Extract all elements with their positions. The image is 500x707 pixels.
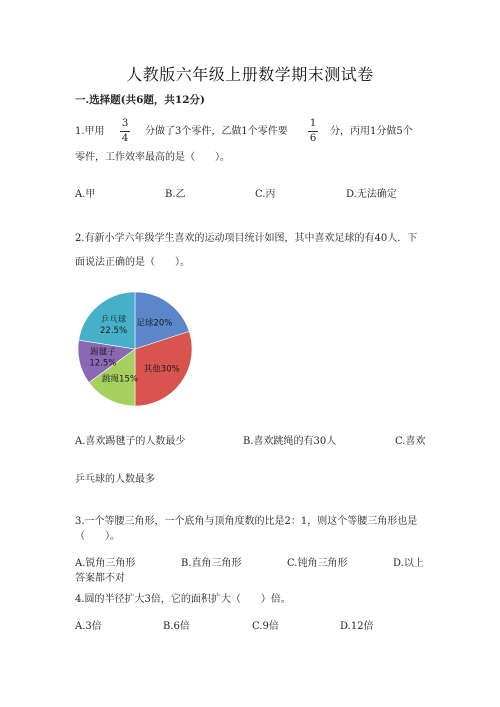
q1-text-line2: 零件，工作效率最高的是（ ）。: [75, 152, 230, 163]
q1-frac1-numerator: 3: [121, 118, 129, 129]
q1-frac1-denominator: 4: [121, 133, 129, 144]
q1-frac2-numerator: 1: [309, 118, 317, 129]
q3-option-b[interactable]: B.直角三角形: [181, 558, 242, 569]
pie-label-ping-pong-name: 乒乓球: [100, 314, 127, 325]
section-heading: 一.选择题(共6题，共12分): [75, 94, 206, 106]
q3-option-a[interactable]: A.锐角三角形: [75, 558, 136, 569]
q1-fraction-2: [306, 118, 320, 145]
q3-option-d-continued: 答案都不对: [75, 573, 125, 584]
q1-option-c[interactable]: C.丙: [255, 189, 276, 200]
q2-option-a[interactable]: A.喜欢踢毽子的人数最少: [75, 436, 186, 447]
q4-option-a[interactable]: A.3倍: [75, 621, 102, 632]
q4-text-line1: 4.圆的半径扩大3倍，它的面积扩大（ ）倍。: [75, 594, 291, 605]
pie-label-shuttlecock-value: 12.5%: [89, 358, 117, 369]
q1-text-b: 分做了3个零件，乙做1个零件要: [145, 126, 288, 137]
pie-label-football: 足球20%: [136, 318, 173, 329]
q2-text-line2: 面说法正确的是（ ）。: [75, 257, 190, 268]
pie-label-shuttlecock-name: 踢毽子: [90, 347, 116, 358]
q2-option-c[interactable]: C.喜欢: [395, 436, 426, 447]
q4-option-d[interactable]: D.12倍: [340, 621, 374, 632]
q3-option-d[interactable]: D.以上: [393, 558, 424, 569]
q1-frac2-denominator: 6: [309, 133, 317, 144]
page-title: 人教版六年级上册数学期末测试卷: [126, 65, 374, 84]
q1-option-a[interactable]: A.甲: [75, 189, 96, 200]
q1-fraction-1: [118, 118, 132, 145]
q2-option-c-continued: 乒乓球的人数最多: [75, 474, 155, 485]
pie-chart: [70, 285, 200, 415]
q2-option-b[interactable]: B.喜欢跳绳的有30人: [243, 436, 337, 447]
q3-text-line1: 3.一个等腰三角形，一个底角与顶角度数的比是2：1，则这个等腰三角形也是: [75, 516, 418, 527]
q4-option-b[interactable]: B.6倍: [163, 621, 190, 632]
q1-option-d[interactable]: D.无法确定: [346, 189, 397, 200]
q1-option-b[interactable]: B.乙: [165, 189, 186, 200]
q1-text-c: 分，丙用1分做5个: [330, 126, 413, 137]
q1-text-a: 1.甲用: [75, 126, 105, 137]
pie-label-other: 其他30%: [143, 364, 180, 375]
q3-text-line2: （ ）。: [75, 531, 120, 542]
pie-label-jump-rope: 跳绳15%: [102, 374, 138, 385]
q2-text-line1: 2.有新小学六年级学生喜欢的运动项目统计如图，其中喜欢足球的有40人．下: [75, 233, 418, 244]
q4-option-c[interactable]: C.9倍: [252, 621, 279, 632]
pie-label-ping-pong-value: 22.5%: [100, 325, 128, 336]
q3-option-c[interactable]: C.钝角三角形: [287, 558, 348, 569]
